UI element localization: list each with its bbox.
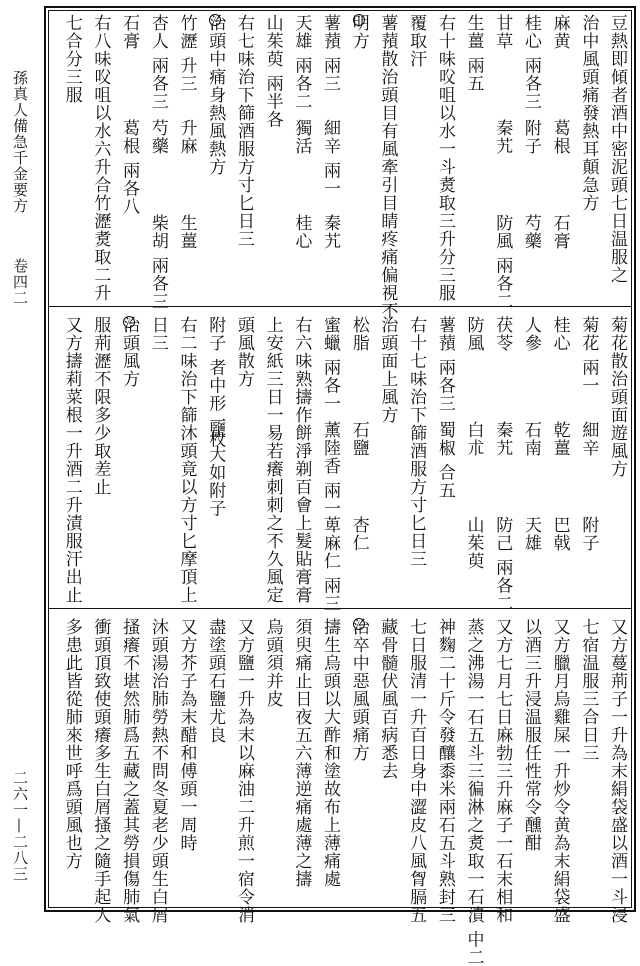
text-segment: 以酒三升浸温服任性常令醺酣 [520,618,541,852]
text-segment: 桂心 [549,316,570,352]
text-segment: 右二味治下篩沐頭竟以方寸匕摩頂上 [176,316,197,604]
text-segment: 乾薑 [549,421,570,457]
text-segment: 上安紙三日一易若癢刺刺之不久風定 [262,316,283,604]
text-segment: 日三 [147,316,168,352]
text-segment: 沐頭湯治肺勞熱不問冬夏老少頭生白屑 [147,618,168,924]
text-segment: 薯蕷 兩各三 [434,316,455,413]
text-column [374,316,400,424]
text-segment: 右八味㕮咀以水六升合竹瀝煑取二升 [90,14,111,302]
text-segment: 防風 兩各二 [492,214,513,311]
text-segment: 右十味㕮咀以水一斗煑取三升分三服 [434,14,455,302]
text-segment: 右十七味治下篩酒服方寸匕日三 [406,316,427,568]
text-segment: 獨活 [291,119,312,155]
text-segment: 頭風散方 [233,316,254,388]
text-segment: 萆麻仁 兩三 [320,516,340,613]
text-column [374,14,400,320]
text-segment: 神麴二十斤令發釀黍米兩石五斗熟封三 [434,618,455,924]
volume-label: 卷四二 [11,258,29,306]
text-segment: 藏骨髓伏風百病悉去 [377,618,398,780]
text-segment: 又方臘月烏雞屎一升炒令黄為末絹袋盛 [549,618,570,924]
text-segment: 治頭風方 [119,316,140,388]
panel-divider [48,306,632,307]
text-column [403,14,429,68]
text-column [346,618,372,898]
text-column [59,316,85,604]
text-segment: 附子 [578,516,599,552]
text-segment: 防己 兩各二 [492,516,513,613]
page-margin [0,0,40,916]
text-segment: 生薑 兩五 [463,14,484,93]
text-column [604,316,630,478]
text-segment: 多患此皆從肺來世呼爲頭風也方 [61,618,82,870]
text-column [461,14,487,92]
text-segment: 右七味治下篩酒服方寸匕日三 [233,14,254,248]
text-segment: 甘草 [492,14,513,50]
text-segment: 秦艽 [492,421,513,457]
text-segment: 又方擣莉菜根一升酒二升漬服汗出止 [61,316,82,604]
text-segment: 又方鹽一升為末以麻油二升煎一宿令消 [233,618,254,924]
text-segment: 右六味熟擣作餅淨剃百會上髮貼膏膏 [291,316,312,604]
text-segment: 巴戟 [549,516,570,552]
text-segment: 薯蕷 兩三 [320,14,340,93]
text-column [288,316,314,604]
text-segment: 附子 者中形一枚 [205,316,226,449]
text-panel-middle [50,316,630,613]
text-segment: 柴胡 兩各三 [147,214,168,311]
text-segment: 治頭面上風方 [377,316,398,424]
text-panel-bottom [50,618,630,966]
text-segment: 明方 [348,14,369,50]
text-column [461,618,487,966]
text-segment: 菊花 兩一 [578,316,599,395]
text-segment: 治中風頭痛發熱耳顛急方 [578,14,599,212]
text-column [59,14,85,104]
text-segment: 搔癢不堪然肺爲五藏之蓋其勞損傷肺氣 [119,618,140,924]
text-segment: 治頭中痛身熱風熱方 [205,14,226,176]
text-segment: 生薑 [176,214,197,250]
text-column [317,618,343,888]
text-segment: 七宿温服三合日三 [578,618,599,762]
text-segment: 秦艽 [492,119,513,155]
book-title: 孫真人備急千金要方 [11,70,29,214]
text-segment: 薯蕷散治頭目有風牽引目睛疼痛偏視不 [377,14,398,320]
text-segment: 桂心 [291,214,312,250]
text-segment: 鹽 大如附子 [205,421,226,518]
text-segment: 杏人 兩各三 [147,14,168,111]
text-segment: 茯苓 [492,316,513,352]
text-segment: 桂心 兩各三 [520,14,541,111]
text-column [260,14,286,128]
text-column [432,14,458,302]
text-segment: 山茱萸 [463,516,484,570]
text-column [260,316,286,604]
text-column [403,316,429,568]
text-segment: 細辛 [578,421,599,457]
text-column [87,618,113,924]
text-column [604,14,630,284]
text-segment: 豆熱即傾者酒中密泥頭七日温服之 [607,14,627,284]
text-segment: 治卒中惡風頭痛方 [348,618,369,762]
text-segment: 擣生烏頭以大酢和塗故布上薄痛處 [320,618,340,888]
text-column [59,618,85,870]
text-column [547,618,573,924]
text-segment: 細辛 兩一 [320,119,340,198]
text-segment: 附子 [520,119,541,155]
page-number: 二六一—二八三 [11,770,29,882]
text-segment: 白朮 [463,421,484,457]
text-segment: 石膏 [119,14,140,50]
text-segment: 芍藥 [147,119,168,155]
text-column [145,618,171,924]
text-column [260,618,286,708]
text-column [231,316,257,388]
text-column [374,618,400,780]
text-segment: 杏仁 [348,516,369,552]
text-column [489,618,515,924]
text-segment: 石膏 [549,214,570,250]
text-segment: 松脂 [348,316,369,352]
text-column [432,618,458,924]
text-segment: 石鹽 [348,421,369,457]
text-segment: 服荊瀝不限多少取差止 [90,316,111,496]
text-column [288,618,314,888]
text-segment: 葛根 [549,119,570,155]
text-column [604,618,630,924]
text-segment: 芍藥 [520,214,541,250]
text-column [116,618,142,924]
text-segment: 山茱萸 兩半各 [262,14,283,129]
text-segment: 秦艽 [320,214,340,250]
text-column [403,618,429,924]
text-segment: 又方芥子為末醋和傅頭一周時 [176,618,197,852]
text-column [116,316,142,596]
text-segment: 又方七月七日麻勃三升麻子一石末相和 [492,618,513,924]
text-column [174,316,200,604]
text-segment: 天雄 [520,516,541,552]
text-segment: 天雄 兩各二 [291,14,312,111]
text-column [231,618,257,924]
text-segment: 菊花散治頭面遊風方 [607,316,627,478]
text-segment: 烏頭須并皮 [262,618,283,708]
text-segment: 薰陸香 兩一 [320,421,340,518]
text-column [87,14,113,302]
text-segment: 蒸之沸湯一石五斗三徧淋之煑取一石漬 中二 [463,618,484,966]
text-segment: 須臾痛止日夜五六薄逆痛處薄之擣 [291,618,312,888]
text-column [174,618,200,852]
text-column [231,14,257,248]
text-segment: 石南 [520,421,541,457]
text-column [145,316,171,352]
text-segment: 葛根 兩各八 [119,119,140,216]
text-segment: 蜜蠟 兩各一 [320,316,340,413]
text-panel-top [50,14,630,320]
text-column [575,14,601,212]
text-segment: 七合分三服 [61,14,82,104]
text-column [202,618,228,744]
text-segment: 防風 [463,316,484,352]
text-segment: 衝頭頂致使頭癢多生白屑搔之隨手起人 [90,618,111,924]
text-column [575,618,601,762]
text-segment: 盡塗頭石鹽尤良 [205,618,226,744]
text-segment: 竹瀝 升三 [176,14,197,93]
text-column [346,14,372,294]
text-column [518,618,544,852]
text-segment: 蜀椒 合五 [434,421,455,500]
text-segment: 又方蔓荊子一升為末絹袋盛以酒一斗浸 [607,618,627,924]
text-segment: 人參 [520,316,541,352]
text-segment: 麻黄 [549,14,570,50]
text-column [202,14,228,294]
text-segment: 升麻 [176,119,197,155]
text-segment: 覆取汗 [406,14,427,68]
text-column [87,316,113,496]
text-segment: 七日服清一升百日身中澀皮八風胷膈五 [406,618,427,924]
